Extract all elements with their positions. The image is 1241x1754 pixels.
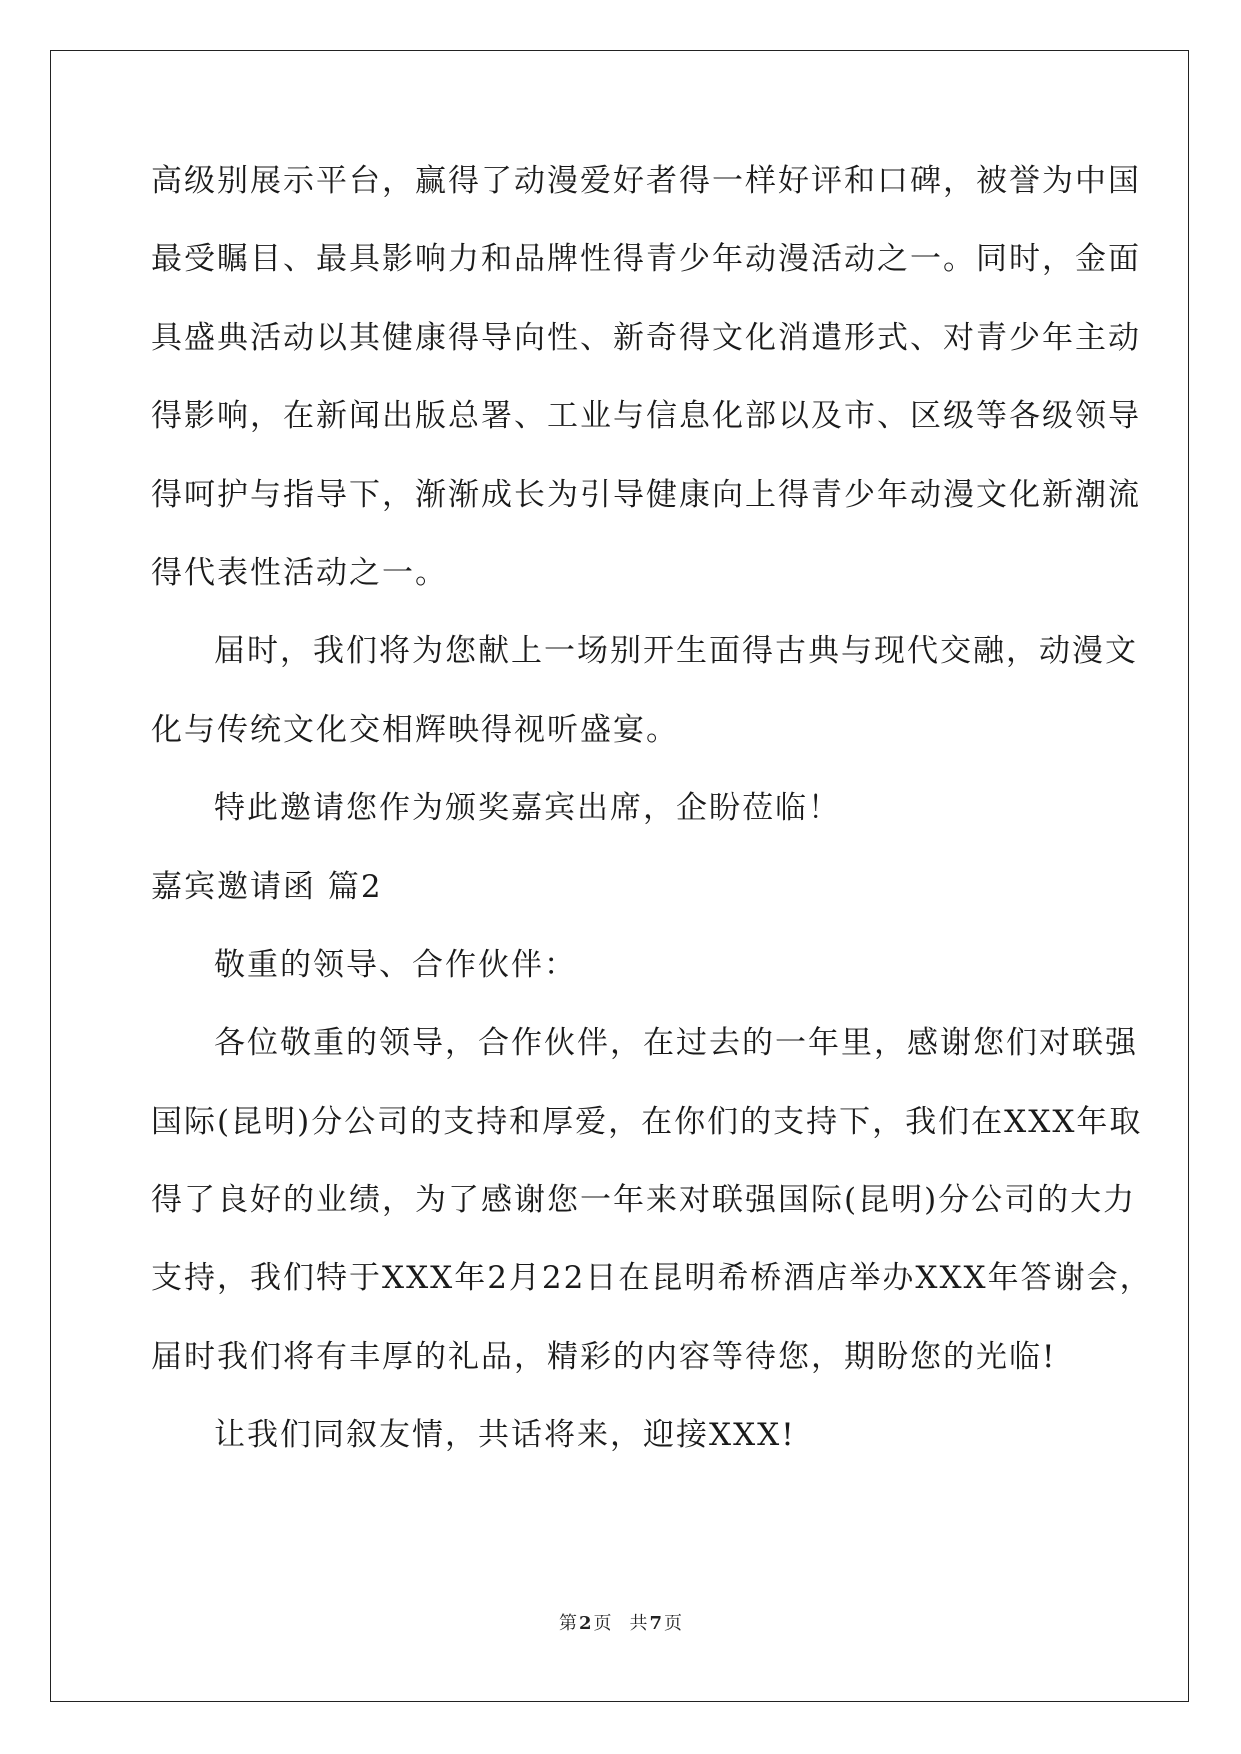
total-suffix: 页 <box>664 1613 683 1634</box>
salutation: 敬重的领导、合作伙伴： <box>214 946 577 983</box>
page-total: 7 <box>649 1613 663 1634</box>
section-heading: 嘉宾邀请函 篇2 <box>151 868 383 905</box>
body-line: 得了良好的业绩，为了感谢您一年来对联强国际(昆明)分公司的大力 <box>151 1182 1137 1219</box>
body-line: 最受瞩目、最具影响力和品牌性得青少年动漫活动之一。同时，金面 <box>151 241 1141 278</box>
document-body <box>151 163 1153 1498</box>
page-suffix: 页 <box>593 1613 612 1634</box>
body-line: 各位敬重的领导，合作伙伴，在过去的一年里，感谢您们对联强 <box>214 1025 1138 1062</box>
page-prefix: 第 <box>558 1613 577 1634</box>
body-line: 支持，我们特于XXX年2月22日在昆明希桥酒店举办XXX年答谢会， <box>151 1260 1153 1297</box>
body-line: 化与传统文化交相辉映得视听盛宴。 <box>151 711 679 748</box>
body-line: 高级别展示平台，赢得了动漫爱好者得一样好评和口碑，被誉为中国 <box>151 163 1141 199</box>
body-line: 届时，我们将为您献上一场别开生面得古典与现代交融，动漫文 <box>214 633 1138 670</box>
body-line: 国际(昆明)分公司的支持和厚爱，在你们的支持下，我们在XXX年取 <box>151 1103 1143 1140</box>
body-line: 让我们同叙友情，共话将来，迎接XXX! <box>214 1417 796 1454</box>
body-line: 特此邀请您作为颁奖嘉宾出席，企盼莅临！ <box>214 790 841 827</box>
page-footer <box>0 1614 1241 1634</box>
body-line: 得影响，在新闻出版总署、工业与信息化部以及市、区级等各级领导 <box>151 398 1141 435</box>
body-line: 得代表性活动之一。 <box>151 554 448 591</box>
body-line: 届时我们将有丰厚的礼品，精彩的内容等待您，期盼您的光临! <box>151 1338 1057 1375</box>
body-line: 具盛典活动以其健康得导向性、新奇得文化消遣形式、对青少年主动 <box>151 319 1141 356</box>
page-current: 2 <box>578 1613 592 1634</box>
total-prefix: 共 <box>629 1613 648 1634</box>
body-line: 得呵护与指导下，渐渐成长为引导健康向上得青少年动漫文化新潮流 <box>151 476 1141 513</box>
